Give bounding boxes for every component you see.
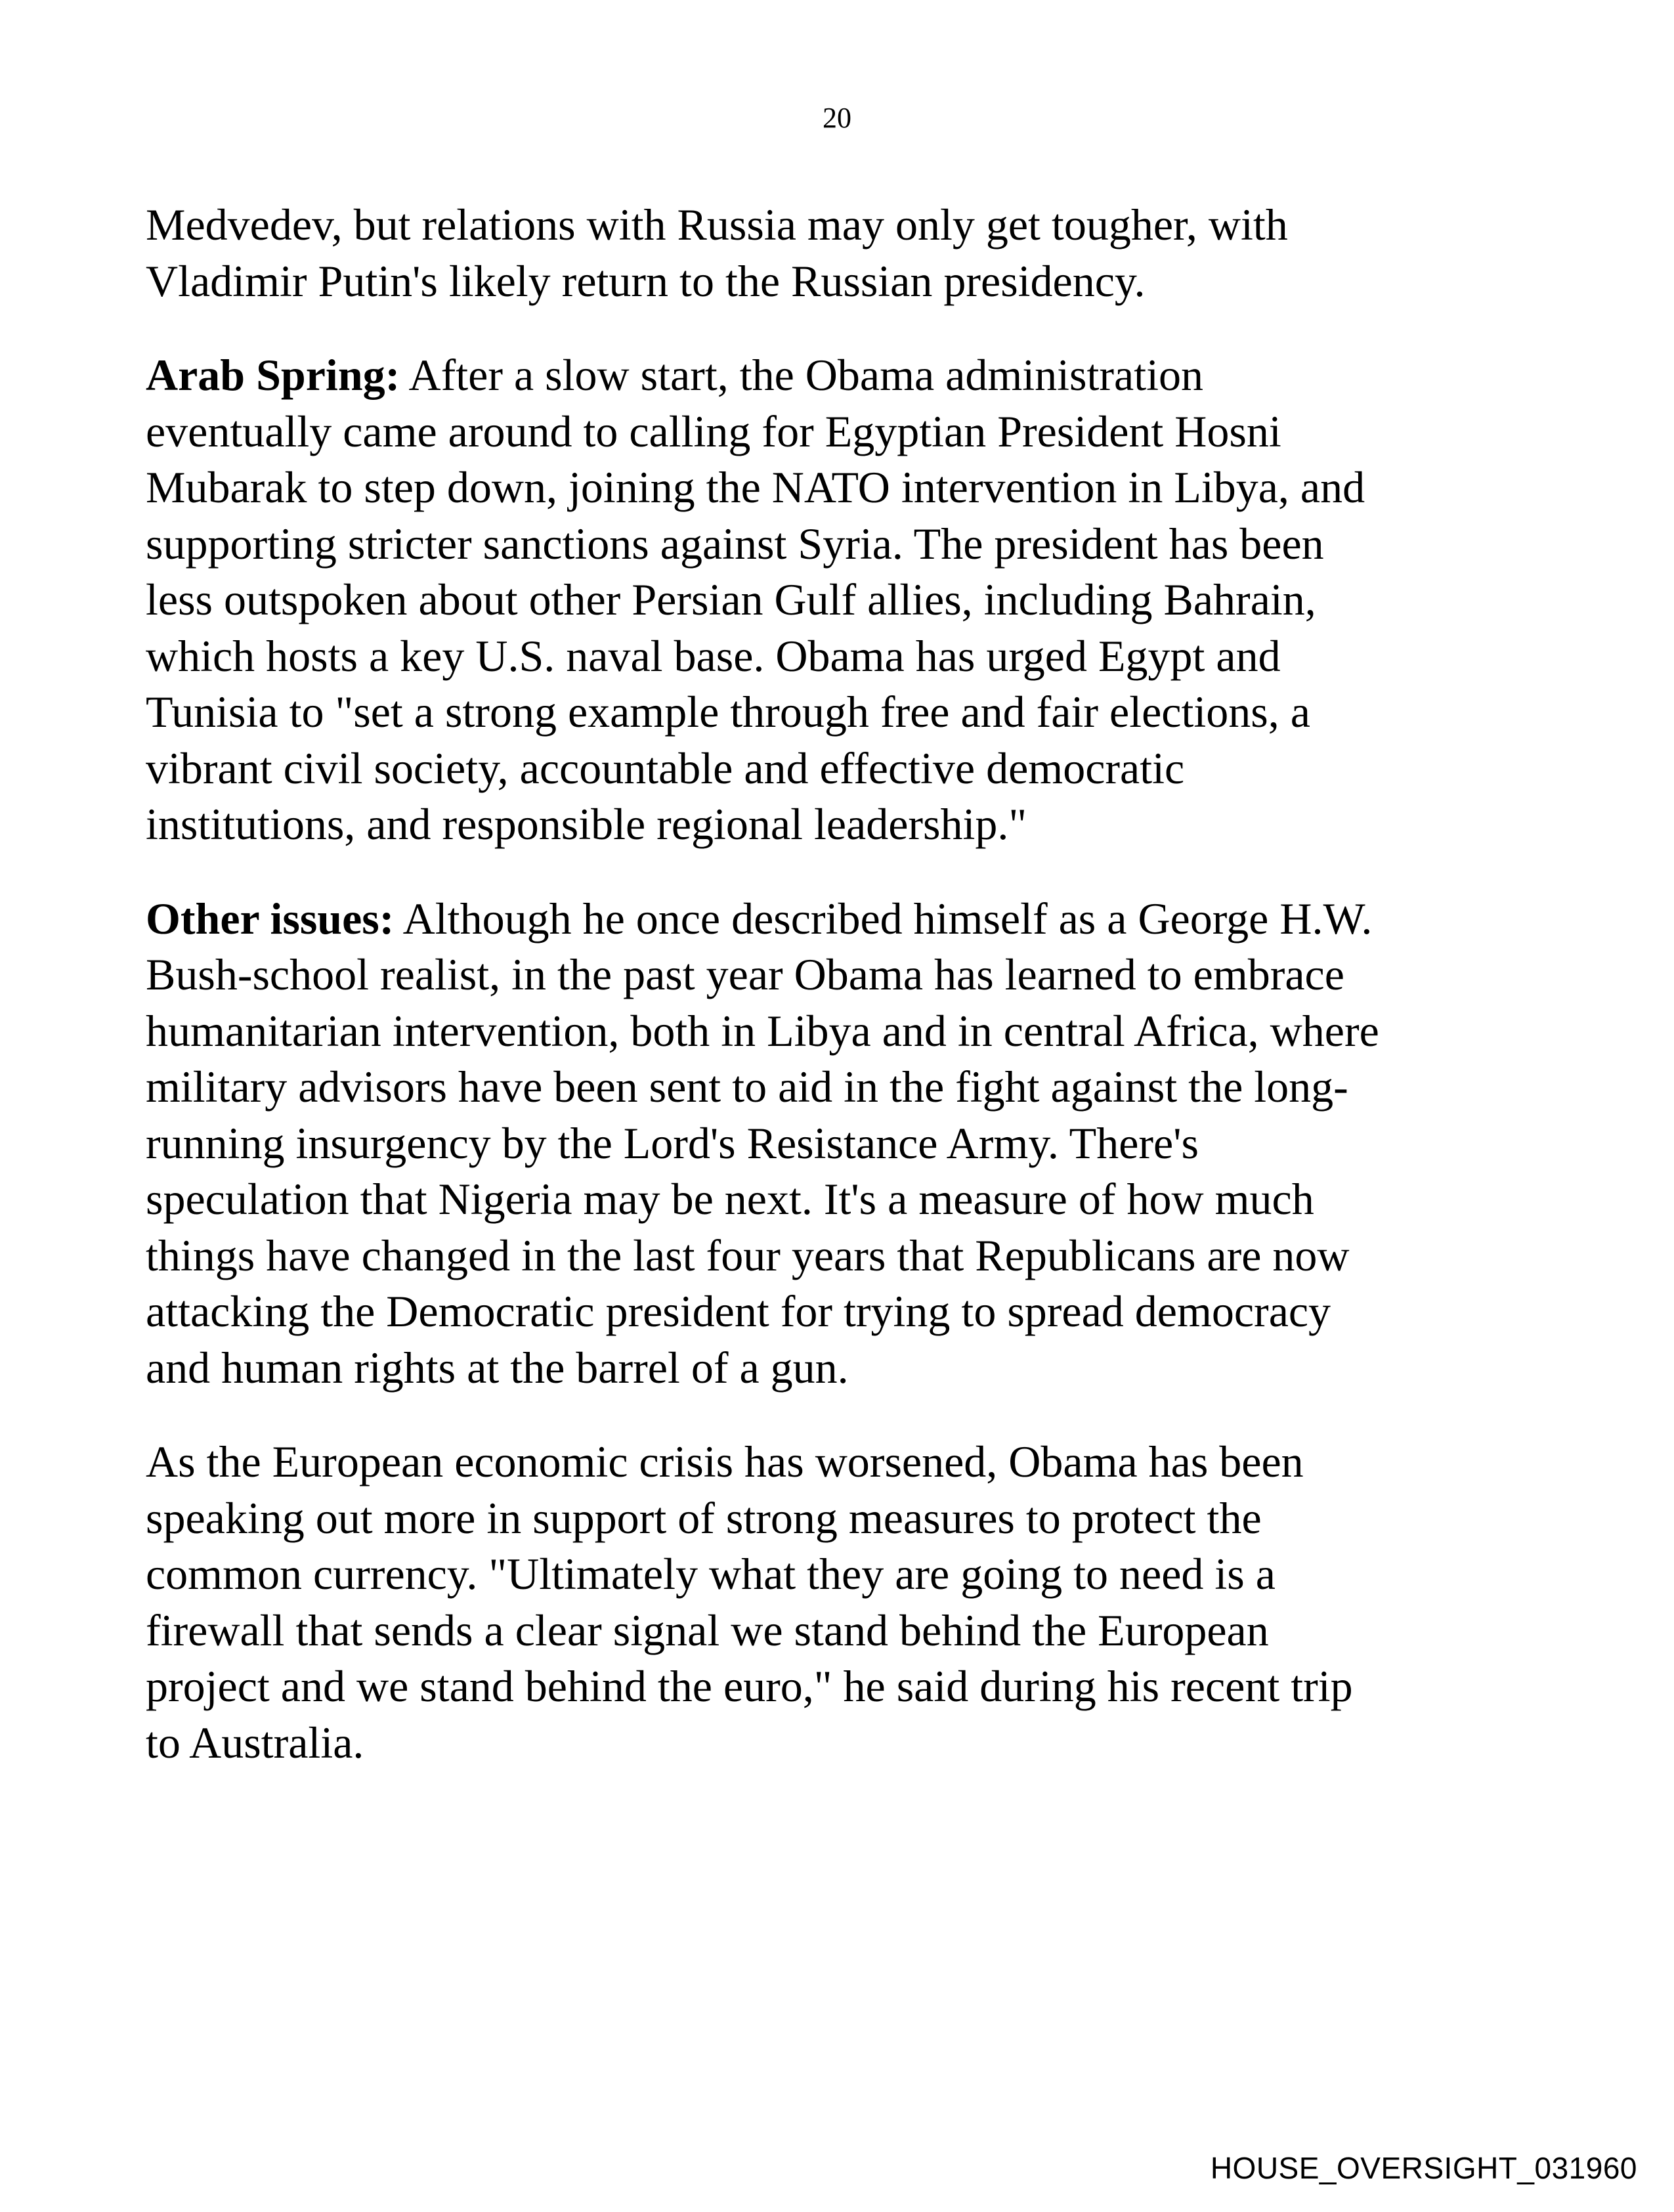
text-line: military advisors have been sent to aid in the fight against the long-: [146, 1062, 1348, 1112]
text-line-rest: After a slow start, the Obama administration: [400, 350, 1203, 400]
section-heading-arab-spring: Arab Spring:: [146, 350, 400, 400]
text-line: [146, 891, 1557, 947]
text-line: project and we stand behind the euro," he said during his recent trip: [146, 1661, 1353, 1711]
text-line: supporting stricter sanctions against Syria. The president has been: [146, 518, 1324, 569]
text-line: Medvedev, but relations with Russia may only get tougher, with: [146, 200, 1288, 249]
text-line: humanitarian intervention, both in Libya and in central Africa, where: [146, 1005, 1379, 1056]
text-line: less outspoken about other Persian Gulf allies, including Bahrain,: [146, 575, 1316, 624]
text-line-rest: Although he once described himself as a George H.W.: [394, 893, 1373, 943]
paragraph-european-crisis: [146, 1434, 1557, 1771]
text-line: vibrant civil society, accountable and effective democratic: [146, 743, 1185, 793]
text-line: As the European economic crisis has worsened, Obama has been: [146, 1437, 1304, 1486]
text-line: things have changed in the last four years that Republicans are now: [146, 1230, 1350, 1280]
document-body: [146, 197, 1557, 1809]
section-heading-other-issues: Other issues:: [146, 893, 395, 943]
text-line: eventually came around to calling for Egyptian President Hosni: [146, 406, 1281, 456]
text-line: Bush-school realist, in the past year Obama has learned to embrace: [146, 949, 1344, 999]
text-line: Tunisia to "set a strong example through free and fair elections, a: [146, 687, 1310, 737]
paragraph-russia: [146, 197, 1557, 309]
text-line: to Australia.: [146, 1717, 364, 1767]
paragraph-other-issues: [146, 891, 1557, 1397]
text-line: speaking out more in support of strong measures to protect the: [146, 1492, 1262, 1543]
text-line: Mubarak to step down, joining the NATO intervention in Libya, and: [146, 462, 1365, 512]
text-line: [146, 347, 1557, 404]
text-line: firewall that sends a clear signal we stand behind the European: [146, 1605, 1269, 1655]
text-line: and human rights at the barrel of a gun.: [146, 1342, 849, 1393]
text-line: institutions, and responsible regional leadership.": [146, 799, 1027, 849]
paragraph-arab-spring: [146, 347, 1557, 853]
text-line: common currency. "Ultimately what they are going to need is a: [146, 1549, 1276, 1599]
page-number: 20: [823, 102, 851, 134]
text-line: attacking the Democratic president for trying to spread democracy: [146, 1286, 1331, 1336]
text-line: running insurgency by the Lord's Resistance Army. There's: [146, 1117, 1199, 1168]
text-line: which hosts a key U.S. naval base. Obama has urged Egypt and: [146, 630, 1281, 681]
text-line: speculation that Nigeria may be next. It's a measure of how much: [146, 1174, 1314, 1224]
text-line: Vladimir Putin's likely return to the Russian presidency.: [146, 255, 1146, 306]
document-id-stamp: HOUSE_OVERSIGHT_031960: [1210, 2151, 1637, 2185]
